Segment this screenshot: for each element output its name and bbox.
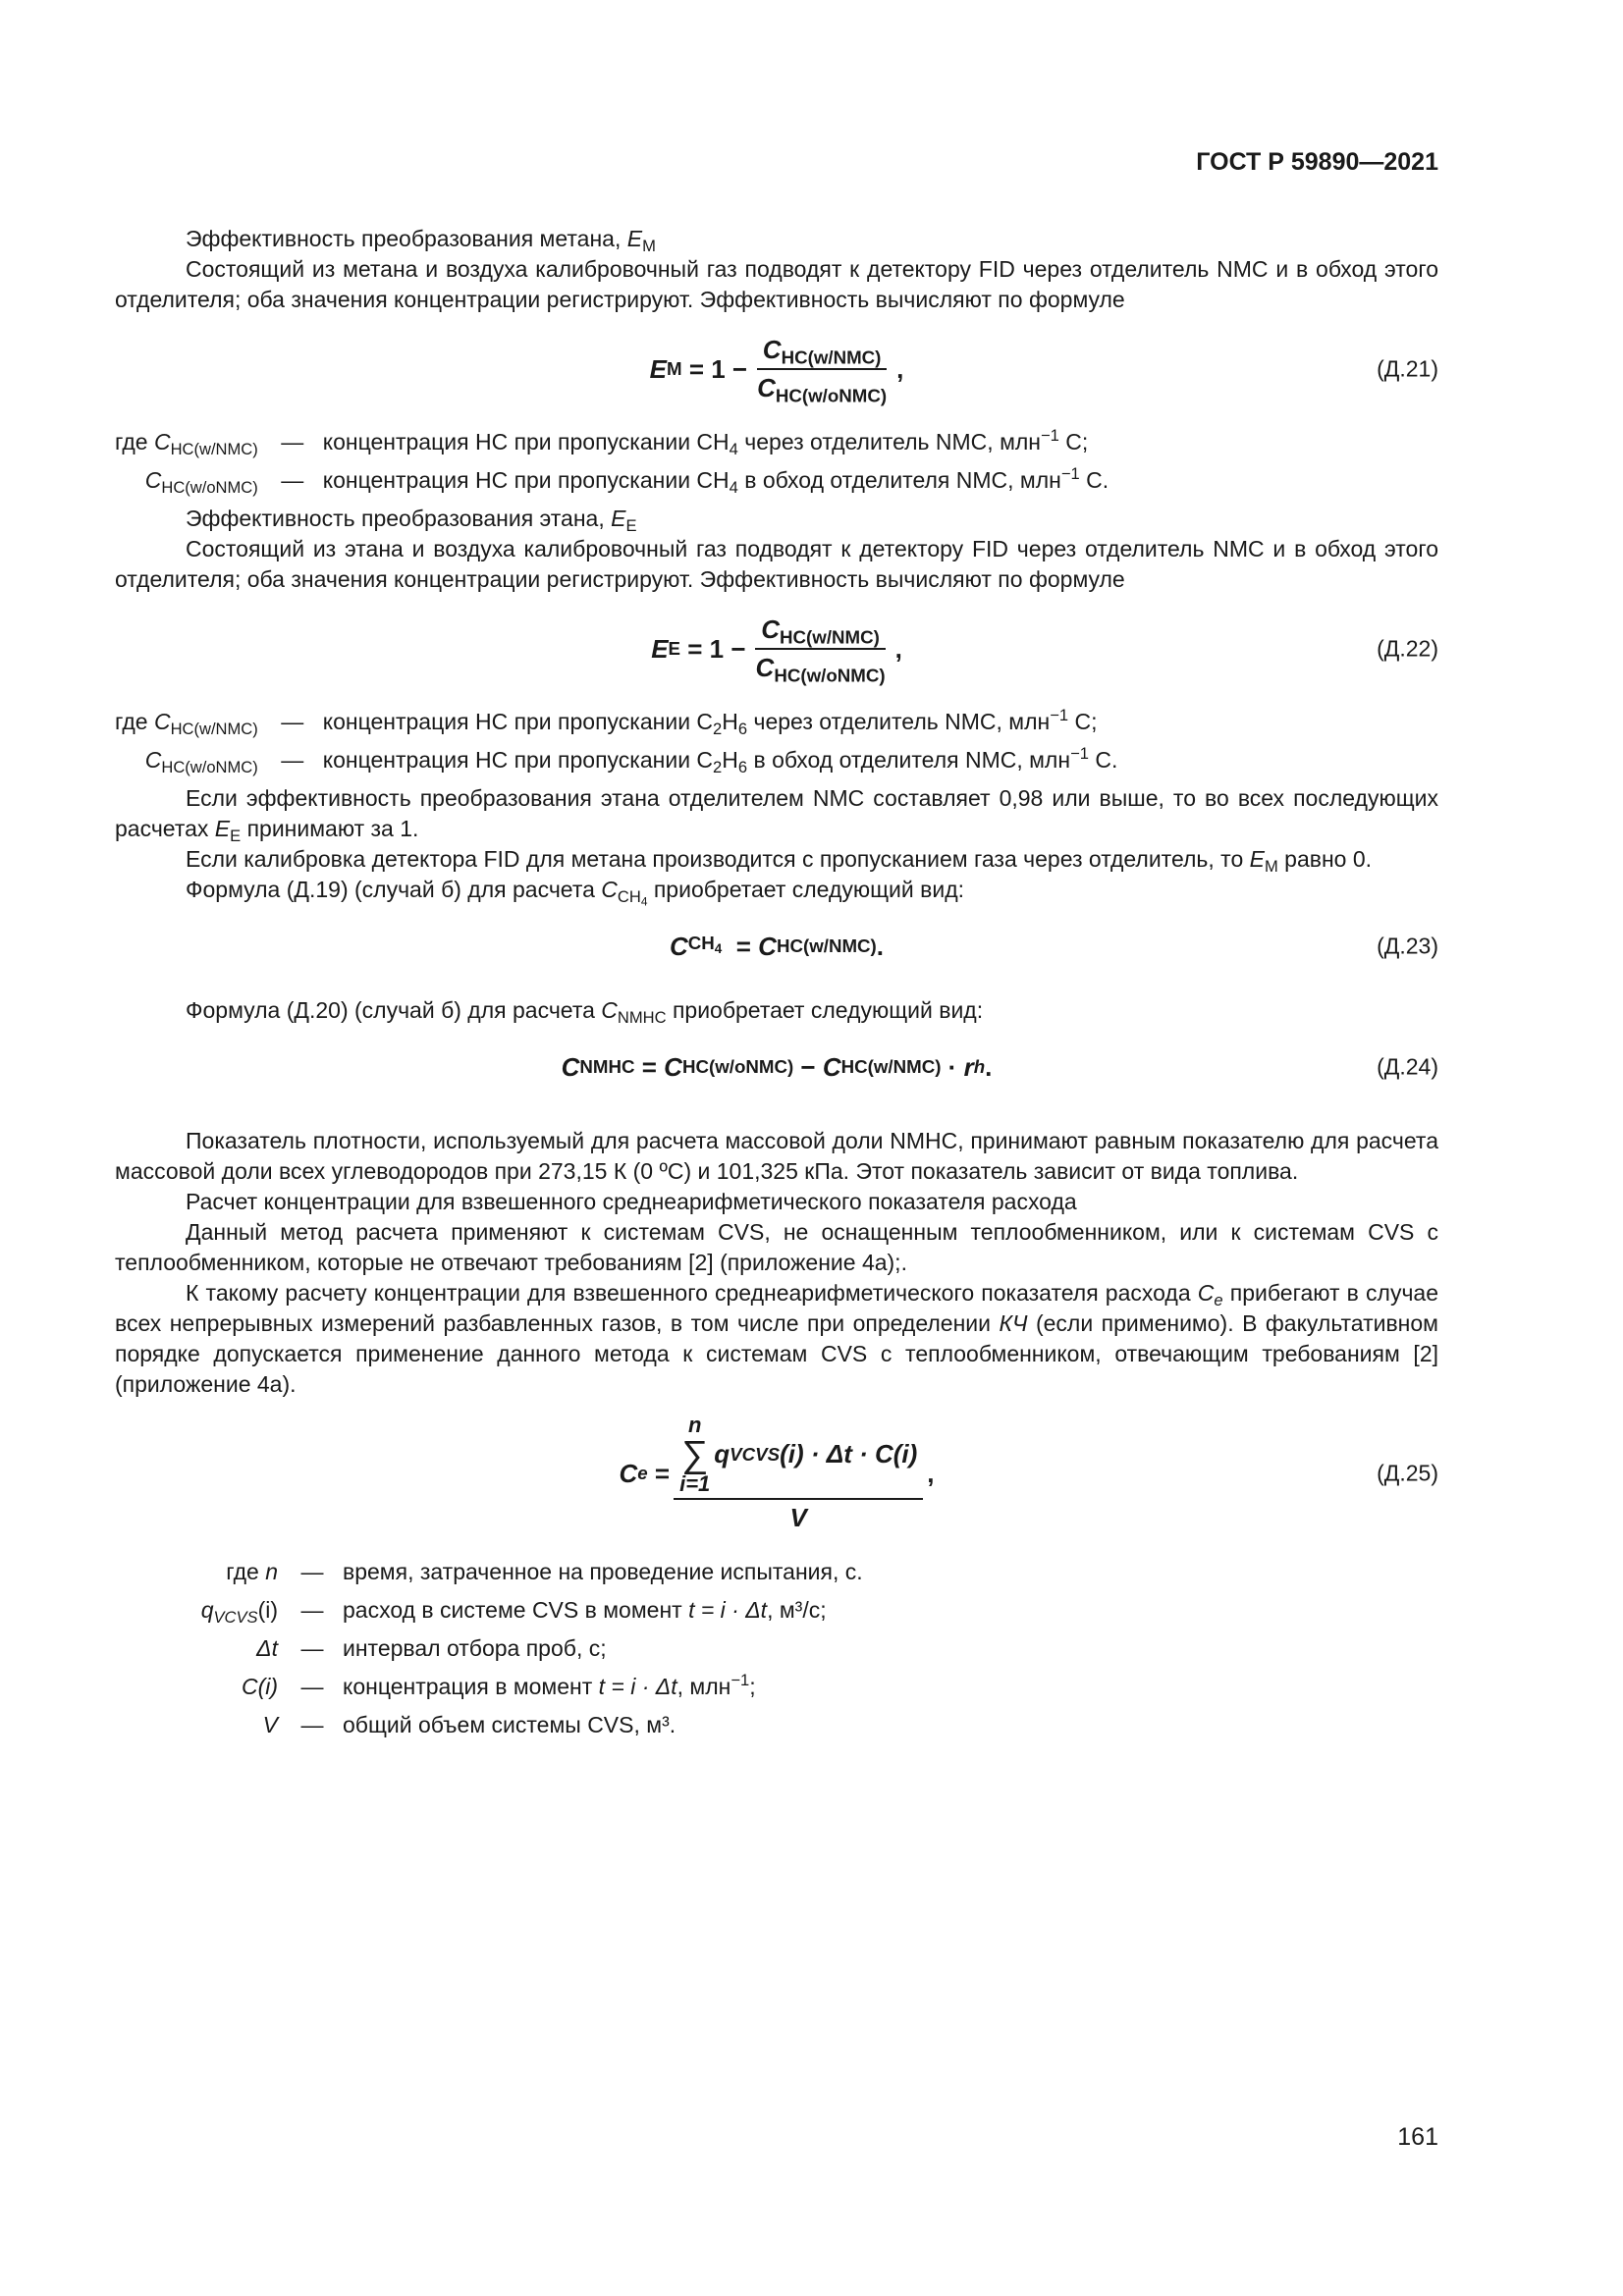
formula-label: (Д.21) <box>1377 355 1438 382</box>
where-list-3: где n — время, затраченное на проведение испытания, с. $q_{VCVS}(i)$ — расход в системе CVS в момент t = i · Δt, м³/с; Δt — интервал отбора проб, с; C(i) — концентрация в момент t = i · Δt, млн$^{-1}$; V — общий объем системы CVS, м³. <box>115 1553 1438 1744</box>
paragraph-weighted-calc: Расчет концентрации для взвешенного среднеарифметического показателя расхода <box>186 1189 1077 1214</box>
where-description: концентрация HC при пропускании $C_2H_6$ через отделитель NMC, млн$^{-1}$ C; <box>322 705 1098 738</box>
paragraph-density: Показатель плотности, используемый для расчета массовой доли NMHC, принимают равным показателю для расчета массовой доли всех углеводородов при 273,15 К (0 ºС) и 101,325 кПа. Этот показатель зависит от вида топлива. <box>115 1128 1438 1184</box>
document-header: ГОСТ Р 59890—2021 <box>1196 148 1438 176</box>
formula-label: (Д.23) <box>1377 933 1438 959</box>
formula-label: (Д.22) <box>1377 635 1438 662</box>
where-symbol: V <box>262 1712 278 1737</box>
where-description: концентрация HC при пропускании $C_2H_6$ в обход отделителя NMC, млн$^{-1}$ C. <box>322 743 1118 776</box>
where-list-2: где $C_{HC(w/NMC)}$ — концентрация HC при пропускании $C_2H_6$ через отделитель NMC, млн$^{-1}$ C; $C_{HC(w/oNMC)}$ — концентрация HC при пропускании $C_2H_6$ в обход отделителя NMC, млн$^{-1}$ C. <box>115 703 1438 779</box>
where-description: концентрация в момент t = i · Δt, млн$^{-1}$; <box>343 1670 756 1699</box>
where-symbol: C(i) <box>241 1674 278 1699</box>
where-symbol: $C_{HC(w/oNMC)}$ <box>144 747 258 776</box>
where-symbol: $q_{VCVS}(i)$ <box>200 1597 278 1627</box>
paragraph-ethane: Состоящий из этана и воздуха калибровочный газ подводят к детектору FID через отделитель NMC и в обход этого отделителя; оба значения концентрации регистрируют. Эффективность вычисляют по формуле <box>115 536 1438 592</box>
paragraph-cvs-method: Данный метод расчета применяют к системам CVS, не оснащенным теплообменником, или к системам CVS с теплообменником, которые не отвечают требованиям [2] (приложение 4а);. <box>115 1219 1438 1275</box>
section-title-methane: Эффективность преобразования метана, $E_M$ <box>186 226 656 255</box>
page-body <box>115 224 1438 1744</box>
where-symbol: $C_{HC(w/oNMC)}$ <box>144 467 258 497</box>
formula-d21: E M = 1 − $\frac{C_{HC(w/NMC)}}{C_{HC(w/oNMC)}}$ , (Д.21) <box>649 335 1438 406</box>
paragraph-formula-d20: Формула (Д.20) (случай б) для расчета $C_{NMHC}$ приобретает следующий вид: <box>186 997 984 1027</box>
where-description: время, затраченное на проведение испытания, с. <box>343 1559 863 1584</box>
paragraph-methane: Состоящий из метана и воздуха калибровочный газ подводят к детектору FID через отделитель NMC и в обход этого отделителя; оба значения концентрации регистрируют. Эффективность вычисляют по формуле <box>115 256 1438 312</box>
formula-d22: E E = 1 − $\frac{C_{HC(w/NMC)}}{C_{HC(w/oNMC)}}$ , (Д.22) <box>651 614 1438 686</box>
where-description: концентрация HC при пропускании $CH_4$ в обход отделителя NMC, млн$^{-1}$ C. <box>322 463 1109 497</box>
where-symbol: где $C_{HC(w/NMC)}$ <box>115 429 258 458</box>
where-symbol: Δt <box>256 1635 278 1661</box>
paragraph-fid-calibration: Если калибровка детектора FID для метана производится с пропусканием газа через отделитель, то $E_M$ равно 0. <box>186 846 1373 876</box>
page-number: 161 <box>1397 2123 1438 2151</box>
where-symbol: где $C_{HC(w/NMC)}$ <box>115 709 258 738</box>
where-description: общий объем системы CVS, м³. <box>343 1712 676 1737</box>
formula-label: (Д.25) <box>1377 1460 1438 1486</box>
paragraph-ethane-efficiency: Если эффективность преобразования этана отделителем NMC составляет 0,98 или выше, то во всех последующих расчетах $E_E$ принимают за 1. <box>115 785 1438 845</box>
formula-d24: C NMHC = C HC(w/oNMC) − C HC(w/NMC) · r h . (Д.24) <box>561 1051 1438 1082</box>
paragraph-continuous-measurements: К такому расчету концентрации для взвешенного среднеарифметического показателя расхода $C_e$ прибегают в случае всех непрерывных измерений разбавленных газов, в том числе при определении КЧ (если применимо). В факультативном порядке допускается применение данного метода к системам CVS с теплообменником, отвечающим требованиям [2] (приложение 4а). <box>115 1280 1439 1397</box>
where-description: расход в системе CVS в момент t = i · Δt, м³/с; <box>343 1597 827 1623</box>
where-description: интервал отбора проб, с; <box>343 1635 607 1661</box>
where-description: концентрация HC при пропускании $CH_4$ через отделитель NMC, млн$^{-1}$ C; <box>322 425 1089 458</box>
where-list-1: где $C_{HC(w/NMC)}$ — концентрация HC при пропускании $CH_4$ через отделитель NMC, млн$^{-1}$ C; $C_{HC(w/oNMC)}$ — концентрация HC при пропускании $CH_4$ в обход отделителя NMC, млн$^{-1}$ C. <box>115 423 1438 500</box>
paragraph-formula-d19: Формула (Д.19) (случай б) для расчета $C_{CH_4}$ приобретает следующий вид: <box>186 877 965 909</box>
formula-d23: C $CH_4$ = C HC(w/NMC) . (Д.23) <box>670 931 1438 961</box>
formula-label: (Д.24) <box>1377 1053 1438 1080</box>
where-symbol: где n <box>226 1559 278 1584</box>
formula-d25: C e = n ∑ i=1 q VCVS (i) · Δt · C(i) V , (Д.25) <box>619 1412 1438 1532</box>
section-title-ethane: Эффективность преобразования этана, $E_E$ <box>186 506 637 535</box>
